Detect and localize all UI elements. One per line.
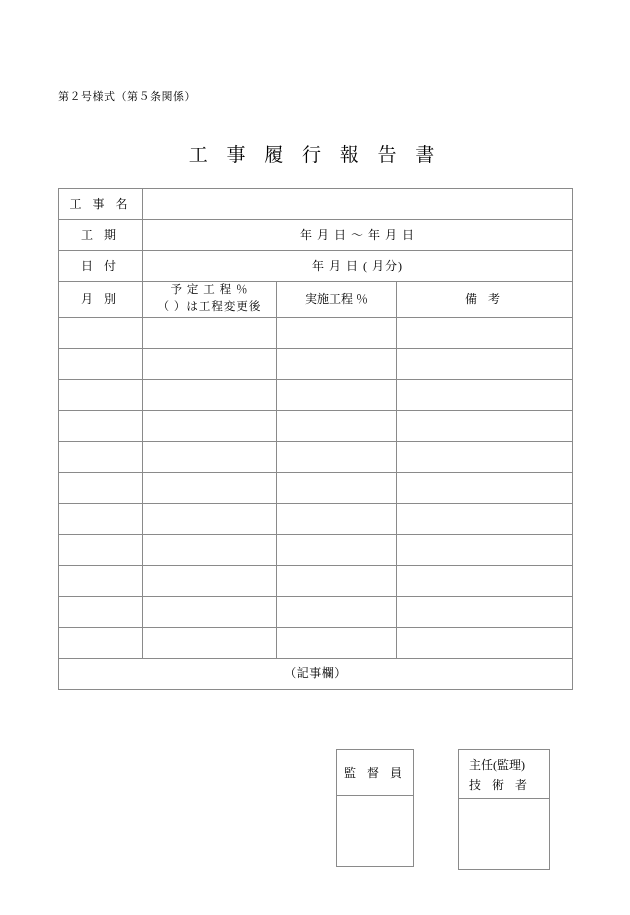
table-header-row: [59, 282, 573, 318]
row-project-name: [59, 189, 573, 220]
row-date: [59, 251, 573, 282]
table-row: [59, 565, 573, 596]
chief-value-row: [459, 799, 550, 870]
cell-planned[interactable]: [143, 410, 277, 441]
period-field[interactable]: [143, 220, 573, 251]
cell-month[interactable]: [59, 317, 143, 348]
cell-remarks[interactable]: [397, 596, 573, 627]
cell-month[interactable]: [59, 472, 143, 503]
cell-actual[interactable]: [277, 348, 397, 379]
table-row: [59, 348, 573, 379]
chief-engineer-box: [458, 749, 550, 870]
form-number: 第２号様式（第５条関係）: [58, 91, 196, 103]
project-name-label: 工 事 名: [59, 189, 143, 220]
cell-planned[interactable]: [143, 596, 277, 627]
cell-planned[interactable]: [143, 565, 277, 596]
date-label: 日 付: [59, 251, 143, 282]
cell-month[interactable]: [59, 627, 143, 658]
table-row: [59, 379, 573, 410]
report-table: [58, 188, 573, 690]
cell-month[interactable]: [59, 565, 143, 596]
chief-label-row: [459, 750, 550, 799]
cell-remarks[interactable]: [397, 317, 573, 348]
chief-label-line1: 主任(監理): [469, 758, 525, 773]
signature-area: [336, 749, 572, 866]
cell-actual[interactable]: [277, 503, 397, 534]
table-row: [59, 596, 573, 627]
cell-actual[interactable]: [277, 379, 397, 410]
cell-planned[interactable]: [143, 441, 277, 472]
cell-actual[interactable]: [277, 627, 397, 658]
period-value: 年 月 日 〜 年 月 日: [300, 227, 416, 242]
date-field[interactable]: [143, 251, 573, 282]
header-remarks: 備 考: [397, 282, 573, 318]
cell-remarks[interactable]: [397, 503, 573, 534]
header-planned: [143, 282, 277, 318]
cell-remarks[interactable]: [397, 441, 573, 472]
cell-planned[interactable]: [143, 472, 277, 503]
header-planned-line1: 予 定 工 程 ％: [170, 284, 249, 296]
chief-label: [459, 750, 550, 799]
notes-row: [59, 658, 573, 689]
cell-actual[interactable]: [277, 410, 397, 441]
table-row: [59, 503, 573, 534]
cell-planned[interactable]: [143, 317, 277, 348]
cell-month[interactable]: [59, 348, 143, 379]
cell-planned[interactable]: [143, 379, 277, 410]
cell-month[interactable]: [59, 410, 143, 441]
supervisor-box: [336, 749, 414, 867]
table-row: [59, 317, 573, 348]
cell-actual[interactable]: [277, 565, 397, 596]
header-planned-line2: （ ）は工程変更後: [157, 301, 262, 314]
cell-actual[interactable]: [277, 441, 397, 472]
cell-month[interactable]: [59, 441, 143, 472]
cell-planned[interactable]: [143, 503, 277, 534]
cell-planned[interactable]: [143, 534, 277, 565]
chief-stamp-field[interactable]: [459, 799, 550, 870]
date-value: 年 月 日 ( 月分): [312, 258, 403, 273]
supervisor-label-row: [337, 750, 414, 796]
cell-remarks[interactable]: [397, 534, 573, 565]
period-label: 工 期: [59, 220, 143, 251]
table-row: [59, 472, 573, 503]
table-row: [59, 534, 573, 565]
header-actual: 実施工程 ％: [277, 282, 397, 318]
header-month: 月 別: [59, 282, 143, 318]
cell-actual[interactable]: [277, 534, 397, 565]
table-row: [59, 410, 573, 441]
cell-remarks[interactable]: [397, 565, 573, 596]
supervisor-value-row: [337, 796, 414, 867]
cell-remarks[interactable]: [397, 410, 573, 441]
supervisor-label: 監 督 員: [337, 750, 414, 796]
table-row: [59, 627, 573, 658]
cell-month[interactable]: [59, 503, 143, 534]
cell-actual[interactable]: [277, 317, 397, 348]
cell-remarks[interactable]: [397, 627, 573, 658]
cell-actual[interactable]: [277, 472, 397, 503]
cell-month[interactable]: [59, 379, 143, 410]
project-name-field[interactable]: [143, 189, 573, 220]
cell-remarks[interactable]: [397, 348, 573, 379]
cell-planned[interactable]: [143, 627, 277, 658]
cell-month[interactable]: [59, 534, 143, 565]
chief-label-line2: 技 術 者: [469, 777, 532, 792]
cell-planned[interactable]: [143, 348, 277, 379]
cell-remarks[interactable]: [397, 379, 573, 410]
supervisor-stamp-field[interactable]: [337, 796, 414, 867]
notes-field[interactable]: （記事欄）: [59, 658, 573, 689]
table-row: [59, 441, 573, 472]
cell-month[interactable]: [59, 596, 143, 627]
row-period: [59, 220, 573, 251]
page-title: 工 事 履 行 報 告 書: [188, 145, 442, 166]
cell-actual[interactable]: [277, 596, 397, 627]
cell-remarks[interactable]: [397, 472, 573, 503]
